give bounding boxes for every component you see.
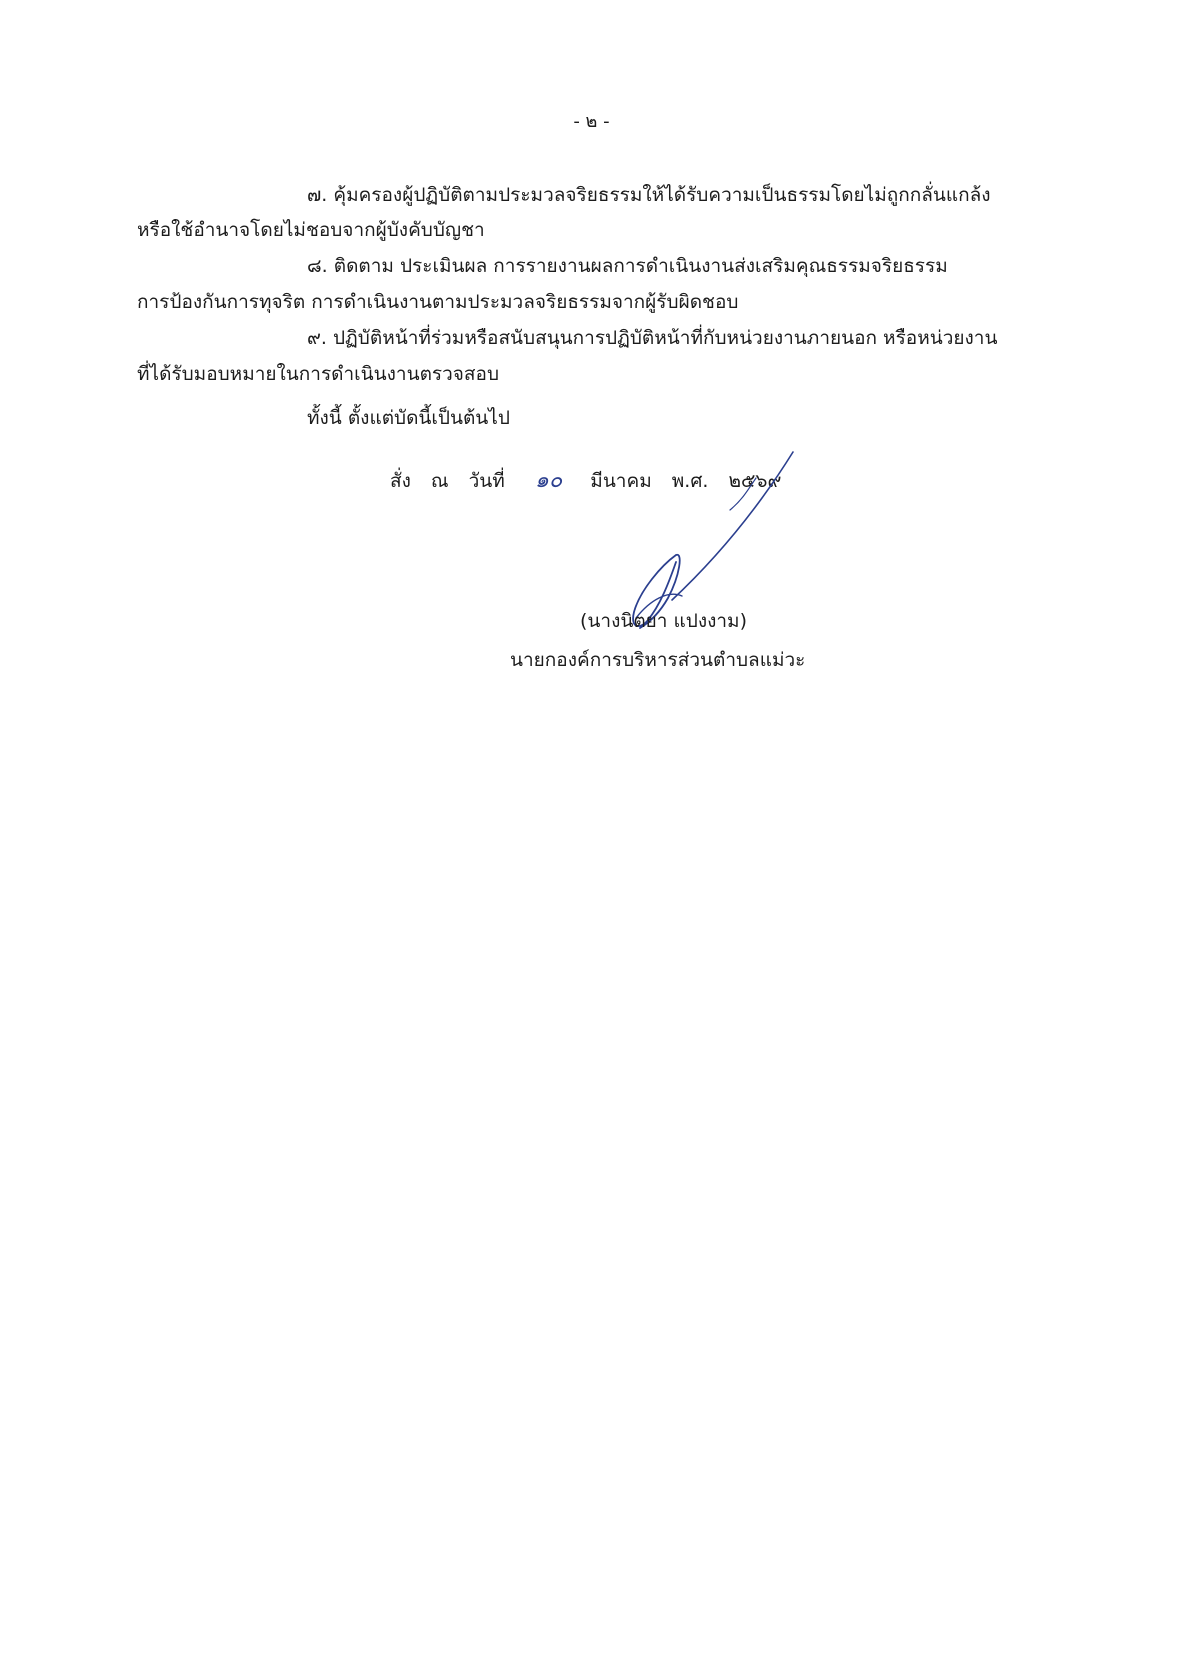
item-7-first-line: ๗. คุ้มครองผู้ปฏิบัติตามประมวลจริยธรรมให้ได้รับความเป็นธรรมโดยไม่ถูกกลั่นแกล้ง [307, 184, 991, 206]
item-9-first-line: ๙. ปฏิบัติหน้าที่ร่วมหรือสนับสนุนการปฏิบัติหน้าที่กับหน่วยงานภายนอก หรือหน่วยงาน [307, 327, 998, 349]
signer-name: (นางนิตยา แปงงาม) [580, 610, 747, 632]
order-date [390, 468, 795, 494]
date-day-handwritten: ๑๐ [534, 468, 563, 493]
item-9-continuation: ที่ได้รับมอบหมายในการดำเนินงานตรวจสอบ [137, 363, 500, 385]
date-era: พ.ศ. [671, 470, 709, 492]
date-day-label: วันที่ [468, 470, 505, 492]
date-prefix: สั่ง [390, 470, 411, 492]
effective-clause: ทั้งนี้ ตั้งแต่บัดนี้เป็นต้นไป [307, 407, 510, 429]
item-8-continuation: การป้องกันการทุจริต การดำเนินงานตามประมวลจริยธรรมจากผู้รับผิดชอบ [137, 291, 739, 313]
item-8-first-line: ๘. ติดตาม ประเมินผล การรายงานผลการดำเนินงานส่งเสริมคุณธรรมจริยธรรม [307, 255, 948, 277]
date-year: ๒๕๖๙ [728, 470, 782, 492]
date-at: ณ [430, 470, 449, 492]
signer-position: นายกองค์การบริหารส่วนตำบลแม่วะ [510, 649, 806, 671]
page-number: - ๒ - [573, 111, 610, 132]
item-7-continuation: หรือใช้อำนาจโดยไม่ชอบจากผู้บังคับบัญชา [137, 219, 485, 241]
date-month: มีนาคม [590, 470, 652, 492]
